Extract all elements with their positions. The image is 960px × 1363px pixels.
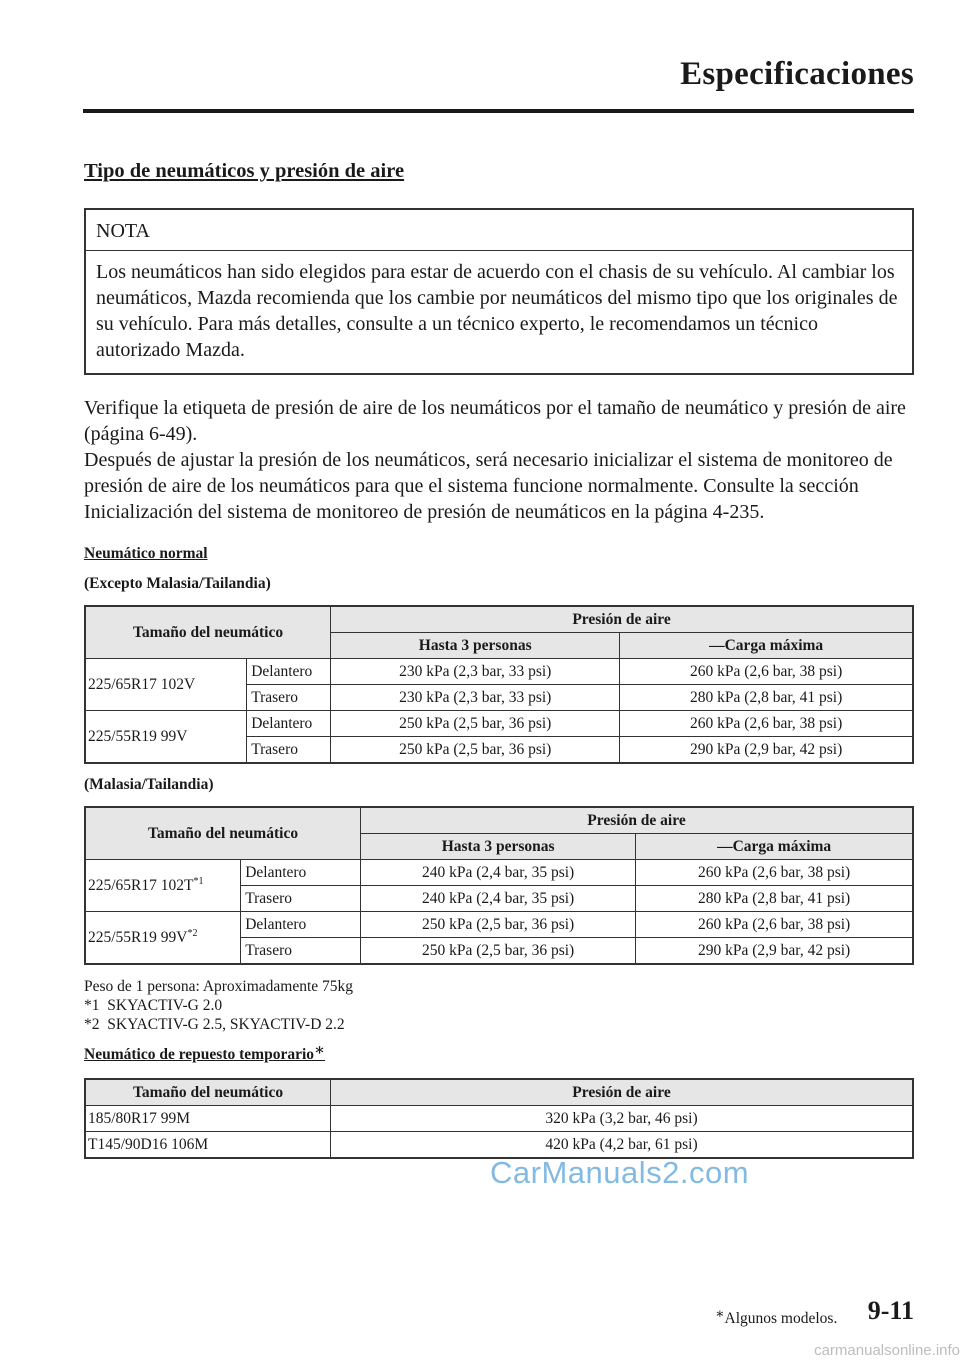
pressure-cell: 260 kPa (2,6 bar, 38 psi) (636, 860, 913, 886)
table-row (85, 1106, 913, 1132)
pressure-cell: 420 kPa (4,2 bar, 61 psi) (331, 1132, 913, 1159)
page-content (84, 156, 914, 1159)
header-up-to-3: Hasta 3 personas (361, 834, 636, 860)
note-title: NOTA (86, 210, 912, 251)
normal-tire-heading: Neumático normal (84, 545, 208, 562)
section-title: Tipo de neumáticos y presión de aire (84, 160, 405, 182)
tire-size-cell: 225/55R19 99V (85, 711, 247, 764)
pressure-cell: 240 kPa (2,4 bar, 35 psi) (361, 860, 636, 886)
front-label: Delantero (247, 659, 331, 685)
pressure-cell: 240 kPa (2,4 bar, 35 psi) (361, 886, 636, 912)
front-label: Delantero (241, 912, 361, 938)
footer-note-text: Algunos modelos. (724, 1310, 838, 1327)
front-label: Delantero (247, 711, 331, 737)
header-air-pressure: Presión de aire (331, 606, 913, 633)
tire-size-text: 225/65R17 102T (88, 876, 194, 894)
header-tire-size: Tamaño del neumático (85, 606, 331, 659)
paragraph-tpms-reset: Después de ajustar la presión de los neumáticos, será necesario inicializar el sistema de monitoreo de presión de aire de los neumáticos para que el sistema funcione normalmente. Consulte la sección Inicialización del sistema de monitoreo de presión de neumáticos en la página 4-235. (84, 449, 893, 523)
footnote-2: *2 SKYACTIV-G 2.5, SKYACTIV-D 2.2 (84, 1016, 345, 1033)
tire-size-cell (85, 860, 241, 912)
pressure-cell: 280 kPa (2,8 bar, 41 psi) (636, 886, 913, 912)
pressure-cell: 320 kPa (3,2 bar, 46 psi) (331, 1106, 913, 1132)
tire-size-text: 225/55R19 99V (88, 928, 188, 946)
region-malaysia: (Malasia/Tailandia) (84, 776, 214, 793)
pressure-cell: 260 kPa (2,6 bar, 38 psi) (620, 659, 913, 685)
rear-label: Trasero (241, 886, 361, 912)
footnote-marker: *2 (187, 927, 198, 939)
header-air-pressure: Presión de aire (361, 807, 913, 834)
spare-tire-heading (84, 1042, 914, 1064)
footnote-marker: *1 (193, 875, 204, 887)
footnote-weight: Peso de 1 persona: Aproximadamente 75kg (84, 978, 354, 995)
tire-size-cell: T145/90D16 106M (85, 1132, 331, 1159)
pressure-cell: 250 kPa (2,5 bar, 36 psi) (331, 711, 620, 737)
pressure-cell: 250 kPa (2,5 bar, 36 psi) (331, 737, 620, 764)
footer-note (715, 1307, 838, 1328)
page-header-title: Especificaciones (680, 56, 914, 92)
tire-size-cell: 185/80R17 99M (85, 1106, 331, 1132)
pressure-cell: 250 kPa (2,5 bar, 36 psi) (361, 938, 636, 965)
pressure-cell: 290 kPa (2,9 bar, 42 psi) (636, 938, 913, 965)
rear-label: Trasero (241, 938, 361, 965)
pressure-cell: 230 kPa (2,3 bar, 33 psi) (331, 685, 620, 711)
note-box (84, 208, 914, 375)
header-max-load: ―Carga máxima (636, 834, 913, 860)
watermark: CarManuals2.com (490, 1155, 750, 1190)
bottom-watermark: carmanualsonline.info (814, 1342, 960, 1359)
header-tire-size: Tamaño del neumático (85, 807, 361, 860)
spare-tire-heading-text: Neumático de repuesto temporario (84, 1046, 315, 1063)
footnote-1: *1 SKYACTIV-G 2.0 (84, 997, 223, 1014)
front-label: Delantero (241, 860, 361, 886)
table-row (85, 711, 913, 737)
footnotes (84, 977, 914, 1034)
header-up-to-3: Hasta 3 personas (331, 633, 620, 659)
pressure-cell: 290 kPa (2,9 bar, 42 psi) (620, 737, 913, 764)
asterisk-mark: ∗ (314, 1042, 326, 1059)
region-except: (Excepto Malasia/Tailandia) (84, 575, 271, 592)
pressure-cell: 280 kPa (2,8 bar, 41 psi) (620, 685, 913, 711)
paragraph-pressure-label: Verifique la etiqueta de presión de aire de los neumáticos por el tamaño de neumático y presión de aire (página 6-49). (84, 397, 906, 445)
header-tire-size: Tamaño del neumático (85, 1079, 331, 1106)
tire-pressure-table-except (84, 605, 914, 764)
header-air-pressure: Presión de aire (331, 1079, 913, 1106)
asterisk-mark: ∗ (715, 1307, 725, 1322)
tire-size-cell: 225/65R17 102V (85, 659, 247, 711)
header-max-load: ―Carga máxima (620, 633, 913, 659)
header-rule (83, 109, 914, 113)
spare-tire-table (84, 1078, 914, 1159)
tire-pressure-table-malaysia (84, 806, 914, 965)
pressure-cell: 230 kPa (2,3 bar, 33 psi) (331, 659, 620, 685)
rear-label: Trasero (247, 737, 331, 764)
pressure-cell: 260 kPa (2,6 bar, 38 psi) (620, 711, 913, 737)
table-row (85, 659, 913, 685)
pressure-cell: 250 kPa (2,5 bar, 36 psi) (361, 912, 636, 938)
note-body: Los neumáticos han sido elegidos para estar de acuerdo con el chasis de su vehículo. Al cambiar los neumáticos, Mazda recomienda que los cambie por neumáticos del mismo tipo que los originales de su vehículo. Para más detalles, consulte a un técnico experto, le recomendamos un técnico autorizado Mazda. (96, 261, 898, 361)
pressure-cell: 260 kPa (2,6 bar, 38 psi) (636, 912, 913, 938)
table-row (85, 912, 913, 938)
tire-size-cell (85, 912, 241, 965)
rear-label: Trasero (247, 685, 331, 711)
page-number: 9-11 (867, 1296, 914, 1325)
table-row (85, 860, 913, 886)
